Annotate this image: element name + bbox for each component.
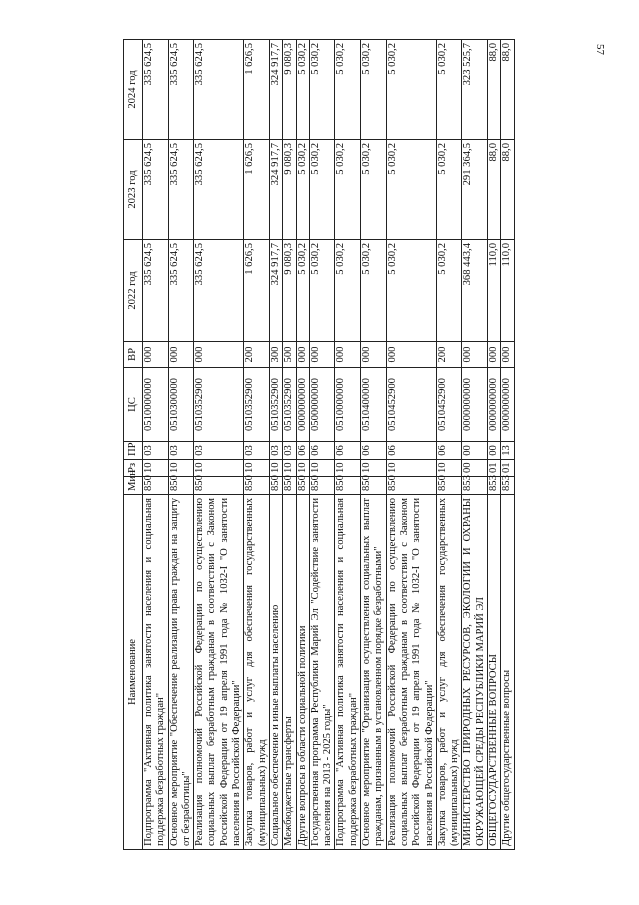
row-cs: 0510352900	[194, 368, 244, 442]
table-row	[194, 40, 244, 850]
row-cs: 0000000000	[462, 368, 488, 442]
row-rz: 10	[269, 460, 282, 477]
row-2024: 5 030,2	[335, 40, 361, 140]
table-row	[361, 40, 387, 850]
row-pr: 06	[296, 442, 309, 460]
budget-table-sheet	[123, 40, 601, 850]
row-2024: 5 030,2	[309, 40, 335, 140]
row-2024: 5 030,2	[296, 40, 309, 140]
row-vr: 300	[269, 342, 282, 368]
table-row	[283, 40, 296, 850]
row-2022: 335 624,5	[143, 240, 169, 342]
row-rz: 10	[361, 460, 387, 477]
row-2023: 5 030,2	[361, 140, 387, 240]
row-rz: 10	[335, 460, 361, 477]
row-2023: 9 080,3	[283, 140, 296, 240]
row-min: 850	[386, 477, 436, 495]
row-vr: 200	[244, 342, 270, 368]
row-vr: 000	[462, 342, 488, 368]
row-2022: 5 030,2	[386, 240, 436, 342]
row-name: Закупка товаров, работ и услуг для обеспечения государственных (муниципальных) нужд	[244, 495, 270, 850]
row-2022: 1 626,5	[244, 240, 270, 342]
row-cs: 0510452900	[386, 368, 436, 442]
row-cs: 0000000000	[488, 368, 501, 442]
budget-table	[123, 39, 515, 850]
row-2023: 324 917,7	[269, 140, 282, 240]
row-cs: 0510000000	[143, 368, 169, 442]
row-rz: 10	[309, 460, 335, 477]
row-min: 853	[501, 477, 514, 495]
row-cs: 0500000000	[309, 368, 335, 442]
row-name: Государственная программа Республики Марий Эл "Содействие занятости населения на 2013 - 2025 годы"	[309, 495, 335, 850]
row-2024: 5 030,2	[436, 40, 462, 140]
table-row	[168, 40, 194, 850]
row-2024: 5 030,2	[361, 40, 387, 140]
row-2024: 323 525,7	[462, 40, 488, 140]
table-row	[436, 40, 462, 850]
row-cs: 0510352900	[269, 368, 282, 442]
row-2023: 291 364,5	[462, 140, 488, 240]
row-pr: 03	[168, 442, 194, 460]
row-min: 850	[194, 477, 244, 495]
row-min: 850	[309, 477, 335, 495]
table-row	[143, 40, 169, 850]
row-min: 850	[296, 477, 309, 495]
row-vr: 000	[501, 342, 514, 368]
row-vr: 500	[283, 342, 296, 368]
row-2024: 335 624,5	[143, 40, 169, 140]
table-row	[269, 40, 282, 850]
header-2022: 2022 год	[124, 240, 143, 342]
header-rz: Рз	[124, 460, 143, 477]
row-name: Подпрограмма "Активная политика занятости населения и социальная поддержка безработных граждан"	[143, 495, 169, 850]
row-name: Другие вопросы в области социальной политики	[296, 495, 309, 850]
row-2022: 368 443,4	[462, 240, 488, 342]
table-row	[244, 40, 270, 850]
row-pr: 00	[462, 442, 488, 460]
row-2022: 5 030,2	[361, 240, 387, 342]
header-name: Наименование	[124, 495, 143, 850]
header-pr: ПР	[124, 442, 143, 460]
row-pr: 06	[386, 442, 436, 460]
header-2024: 2024 год	[124, 40, 143, 140]
row-rz: 10	[296, 460, 309, 477]
table-row	[335, 40, 361, 850]
row-rz: 10	[386, 460, 436, 477]
row-2024: 9 080,3	[283, 40, 296, 140]
row-pr: 00	[488, 442, 501, 460]
row-name: Закупка товаров, работ и услуг для обеспечения государственных (муниципальных) нужд	[436, 495, 462, 850]
row-name: МИНИСТЕРСТВО ПРИРОДНЫХ РЕСУРСОВ, ЭКОЛОГИИ И ОХРАНЫ ОКРУЖАЮЩЕЙ СРЕДЫ РЕСПУБЛИКИ МАРИЙ ЭЛ	[462, 495, 488, 850]
row-pr: 03	[269, 442, 282, 460]
row-2022: 5 030,2	[296, 240, 309, 342]
row-rz: 10	[283, 460, 296, 477]
row-cs: 0510452900	[436, 368, 462, 442]
table-row	[488, 40, 501, 850]
row-2023: 5 030,2	[335, 140, 361, 240]
table-row	[309, 40, 335, 850]
row-name: Основное мероприятие "Обеспечение реализации права граждан на защиту от безработицы"	[168, 495, 194, 850]
row-name: Подпрограмма "Активная политика занятости населения и социальная поддержка безработных граждан"	[335, 495, 361, 850]
row-cs: 0510300000	[168, 368, 194, 442]
row-vr: 000	[168, 342, 194, 368]
row-2023: 1 626,5	[244, 140, 270, 240]
row-2023: 88,0	[488, 140, 501, 240]
row-vr: 000	[143, 342, 169, 368]
row-min: 853	[462, 477, 488, 495]
row-2023: 5 030,2	[386, 140, 436, 240]
table-row	[296, 40, 309, 850]
header-vr: ВР	[124, 342, 143, 368]
row-min: 850	[335, 477, 361, 495]
row-min: 850	[143, 477, 169, 495]
row-2022: 110,0	[501, 240, 514, 342]
row-2023: 335 624,5	[168, 140, 194, 240]
row-min: 850	[168, 477, 194, 495]
row-pr: 06	[361, 442, 387, 460]
page-number: 57	[594, 44, 606, 55]
row-2024: 324 917,7	[269, 40, 282, 140]
row-rz: 00	[462, 460, 488, 477]
row-2022: 324 917,7	[269, 240, 282, 342]
row-pr: 03	[244, 442, 270, 460]
row-2024: 88,0	[501, 40, 514, 140]
row-vr: 000	[386, 342, 436, 368]
row-2022: 335 624,5	[194, 240, 244, 342]
row-2023: 5 030,2	[309, 140, 335, 240]
row-2023: 88,0	[501, 140, 514, 240]
row-2022: 5 030,2	[335, 240, 361, 342]
row-cs: 0000000000	[296, 368, 309, 442]
row-min: 853	[488, 477, 501, 495]
row-min: 850	[269, 477, 282, 495]
row-vr: 000	[296, 342, 309, 368]
row-pr: 03	[194, 442, 244, 460]
row-2024: 88,0	[488, 40, 501, 140]
header-cs: ЦС	[124, 368, 143, 442]
row-pr: 06	[436, 442, 462, 460]
row-pr: 06	[335, 442, 361, 460]
row-pr: 03	[143, 442, 169, 460]
row-rz: 01	[501, 460, 514, 477]
row-vr: 000	[488, 342, 501, 368]
row-2023: 5 030,2	[436, 140, 462, 240]
row-2022: 5 030,2	[309, 240, 335, 342]
table-row	[386, 40, 436, 850]
row-min: 850	[244, 477, 270, 495]
row-2022: 5 030,2	[436, 240, 462, 342]
row-2022: 9 080,3	[283, 240, 296, 342]
row-2023: 5 030,2	[296, 140, 309, 240]
row-rz: 10	[143, 460, 169, 477]
row-2023: 335 624,5	[194, 140, 244, 240]
row-rz: 10	[244, 460, 270, 477]
row-name: Реализация полномочий Российской Федерации по осуществлению социальных выплат безработным гражданам в соответствии с Законом Российской Федерации от 19 апреля 1991 года № 1032-I "О занятости населения в Российской Федерации"	[194, 495, 244, 850]
row-name: ОБЩЕГОСУДАРСТВЕННЫЕ ВОПРОСЫ	[488, 495, 501, 850]
row-pr: 13	[501, 442, 514, 460]
row-min: 850	[436, 477, 462, 495]
row-2024: 335 624,5	[168, 40, 194, 140]
header-min: Мин	[124, 477, 143, 495]
table-body	[143, 40, 515, 850]
row-name: Реализация полномочий Российской Федерации по осуществлению социальных выплат безработным гражданам в соответствии с Законом Российской Федерации от 19 апреля 1991 года № 1032-I "О занятости населения в Российской Федерации"	[386, 495, 436, 850]
row-cs: 0510000000	[335, 368, 361, 442]
row-name: Основное мероприятие "Организация осуществления социальных выплат гражданам, признанным в установленном порядке безработными"	[361, 495, 387, 850]
row-cs: 0000000000	[501, 368, 514, 442]
table-header-row	[124, 40, 143, 850]
row-2023: 335 624,5	[143, 140, 169, 240]
row-cs: 0510352900	[283, 368, 296, 442]
row-name: Другие общегосударственные вопросы	[501, 495, 514, 850]
row-rz: 10	[436, 460, 462, 477]
row-2024: 1 626,5	[244, 40, 270, 140]
header-2023: 2023 год	[124, 140, 143, 240]
row-vr: 000	[335, 342, 361, 368]
row-pr: 06	[309, 442, 335, 460]
row-vr: 200	[436, 342, 462, 368]
row-vr: 000	[361, 342, 387, 368]
row-2022: 335 624,5	[168, 240, 194, 342]
row-rz: 10	[194, 460, 244, 477]
row-vr: 000	[309, 342, 335, 368]
row-2022: 110,0	[488, 240, 501, 342]
row-vr: 000	[194, 342, 244, 368]
row-pr: 03	[283, 442, 296, 460]
row-name: Социальное обеспечение и иные выплаты населению	[269, 495, 282, 850]
row-2024: 335 624,5	[194, 40, 244, 140]
table-row	[462, 40, 488, 850]
table-row	[501, 40, 514, 850]
row-min: 850	[361, 477, 387, 495]
row-name: Межбюджетные трансферты	[283, 495, 296, 850]
row-min: 850	[283, 477, 296, 495]
row-2024: 5 030,2	[386, 40, 436, 140]
row-rz: 10	[168, 460, 194, 477]
row-cs: 0510352900	[244, 368, 270, 442]
row-cs: 0510400000	[361, 368, 387, 442]
row-rz: 01	[488, 460, 501, 477]
